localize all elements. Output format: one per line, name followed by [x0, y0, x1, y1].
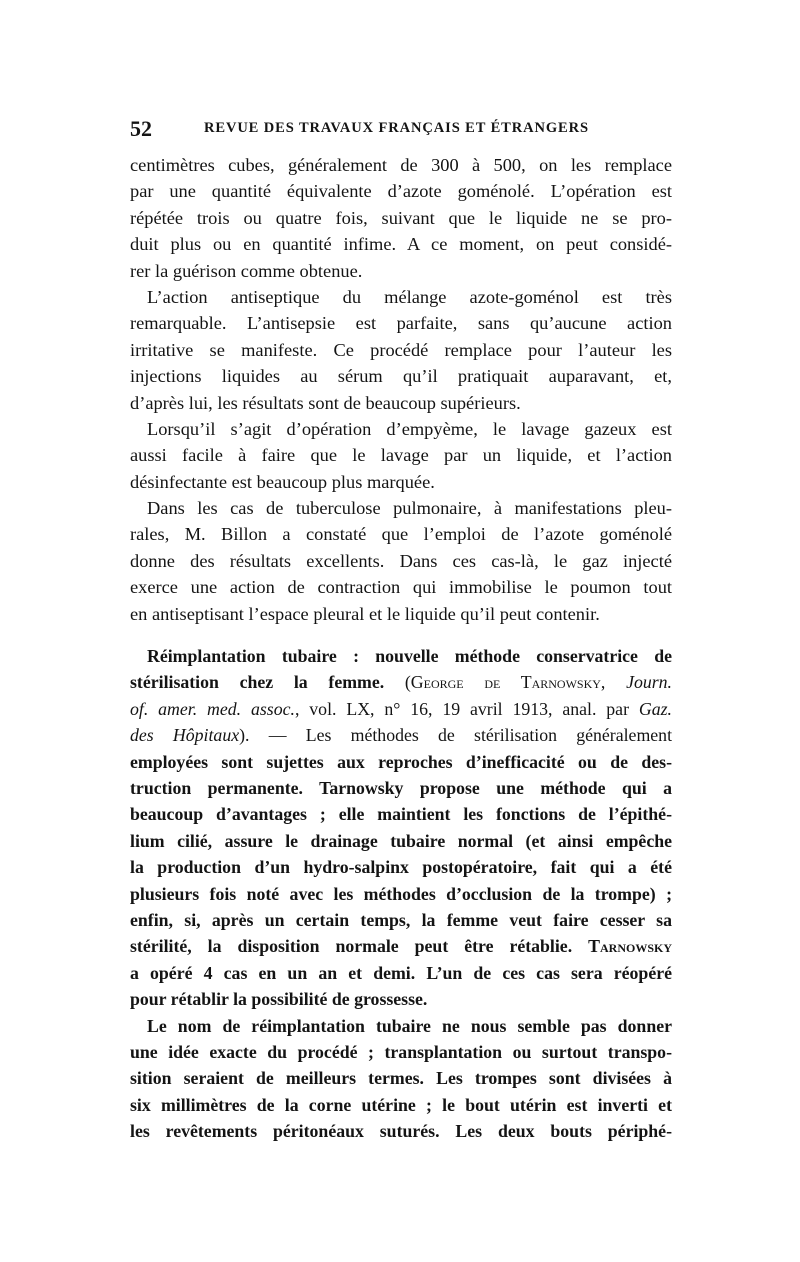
text-line: par une quantité équivalente d’azote goménolé. L’opération est	[130, 181, 672, 202]
paragraph-1	[130, 152, 672, 284]
text-line: beaucoup d’avantages ; elle maintient les fonctions de l’épithé-	[130, 804, 672, 825]
running-head	[130, 116, 672, 142]
text-line: d’après lui, les résultats sont de beaucoup supérieurs.	[130, 392, 521, 413]
paragraph-3	[130, 416, 672, 495]
text-line: en antiseptisant l’espace pleural et le liquide qu’il peut contenir.	[130, 603, 600, 624]
text-line: pour rétablir la possibilité de grossesse.	[130, 989, 428, 1010]
text-line: lium cilié, assure le drainage tubaire normal (et ainsi empêche	[130, 830, 672, 851]
journal-name: Journ.	[626, 672, 672, 693]
article-title-end: stérilisation chez la femme.	[130, 672, 385, 693]
text-line: irritative se manifeste. Ce procédé remplace pour l’auteur les	[130, 339, 672, 360]
text-span: stérilité, la disposition normale peut être rétablie.	[130, 936, 573, 957]
text-line: centimètres cubes, généralement de 300 à 500, on les remplace	[130, 155, 672, 175]
article-author: George de Tarnowsky	[410, 672, 601, 693]
text-line: rales, M. Billon a constaté que l’emploi de l’azote goménolé	[130, 524, 672, 545]
text-line: employées sont sujettes aux reproches d’inefficacité ou de des-	[130, 751, 672, 772]
article-body-start: — Les méthodes de stérilisation généralement	[249, 725, 672, 746]
text-line: duit plus ou en quantité infime. A ce moment, on peut considé-	[130, 234, 672, 255]
journal-name-cont: of. amer. med. assoc.	[130, 698, 295, 719]
article-title: Réimplantation tubaire : nouvelle méthode conservatrice de	[147, 646, 672, 667]
text-line: aussi facile à faire que le lavage par un liquide, et l’action	[130, 445, 672, 466]
text-line: les revêtements péritonéaux suturés. Les deux bouts périphé-	[130, 1121, 672, 1142]
article-citation-line	[130, 722, 672, 748]
text-line: a opéré 4 cas en un an et demi. L’un de ces cas sera réopéré	[130, 962, 672, 983]
source-name-cont: des Hôpitaux	[130, 725, 240, 746]
text-line: L’action antiseptique du mélange azote-goménol est très	[147, 286, 672, 307]
text-line: désinfectante est beaucoup plus marquée.	[130, 471, 435, 492]
text-line: une idée exacte du procédé ; transplantation ou surtout transpo-	[130, 1041, 672, 1062]
text-line: Le nom de réimplantation tubaire ne nous semble pas donner	[147, 1015, 672, 1036]
text-line: remarquable. L’antisepsie est parfaite, sans qu’aucune action	[130, 313, 672, 334]
text-line: Lorsqu’il s’agit d’opération d’empyème, le lavage gazeux est	[147, 418, 672, 439]
text-line: injections liquides au sérum qu’il pratiquait auparavant, et,	[130, 366, 672, 387]
citation-details: , vol. LX, n° 16, 19 avril 1913, anal. par	[294, 698, 639, 719]
text-line: donne des résultats excellents. Dans ces cas-là, le gaz injecté	[130, 550, 672, 571]
article-entry	[130, 643, 672, 1144]
text-line: sition seraient de meilleurs termes. Les trompes sont divisées à	[130, 1068, 672, 1089]
citation-open: (	[384, 672, 411, 693]
text-line: exerce une action de contraction qui immobilise le poumon tout	[130, 577, 672, 598]
section-gap	[130, 627, 672, 643]
text-line: enfin, si, après un certain temps, la femme veut faire cesser sa	[130, 909, 672, 930]
article-citation-line	[130, 669, 672, 695]
text-line: la production d’un hydro-salpinx postopératoire, fait qui a été	[130, 857, 672, 878]
running-title: REVUE DES TRAVAUX FRANÇAIS ET ÉTRANGERS	[204, 120, 589, 136]
text-line	[130, 933, 672, 959]
text-line: six millimètres de la corne utérine ; le bout utérin est inverti et	[130, 1094, 672, 1115]
source-name: Gaz.	[638, 698, 672, 719]
text-line: Dans les cas de tuberculose pulmonaire, à manifestations pleu-	[147, 498, 672, 519]
citation-sep: ,	[600, 672, 627, 693]
article-citation-line	[130, 696, 672, 722]
body-text	[130, 152, 672, 1144]
author-mention: Tarnowsky	[588, 936, 672, 957]
text-line: plusieurs fois noté avec les méthodes d’occlusion de la trompe) ;	[130, 883, 672, 904]
text-line: répétée trois ou quatre fois, suivant que le liquide ne se pro-	[130, 207, 672, 228]
text-line: rer la guérison comme obtenue.	[130, 260, 363, 281]
paragraph-4	[130, 495, 672, 627]
page-number: 52	[130, 116, 152, 141]
paragraph-2	[130, 284, 672, 416]
text-line: truction permanente. Tarnowsky propose une méthode qui a	[130, 777, 672, 798]
citation-close: ).	[239, 725, 250, 746]
